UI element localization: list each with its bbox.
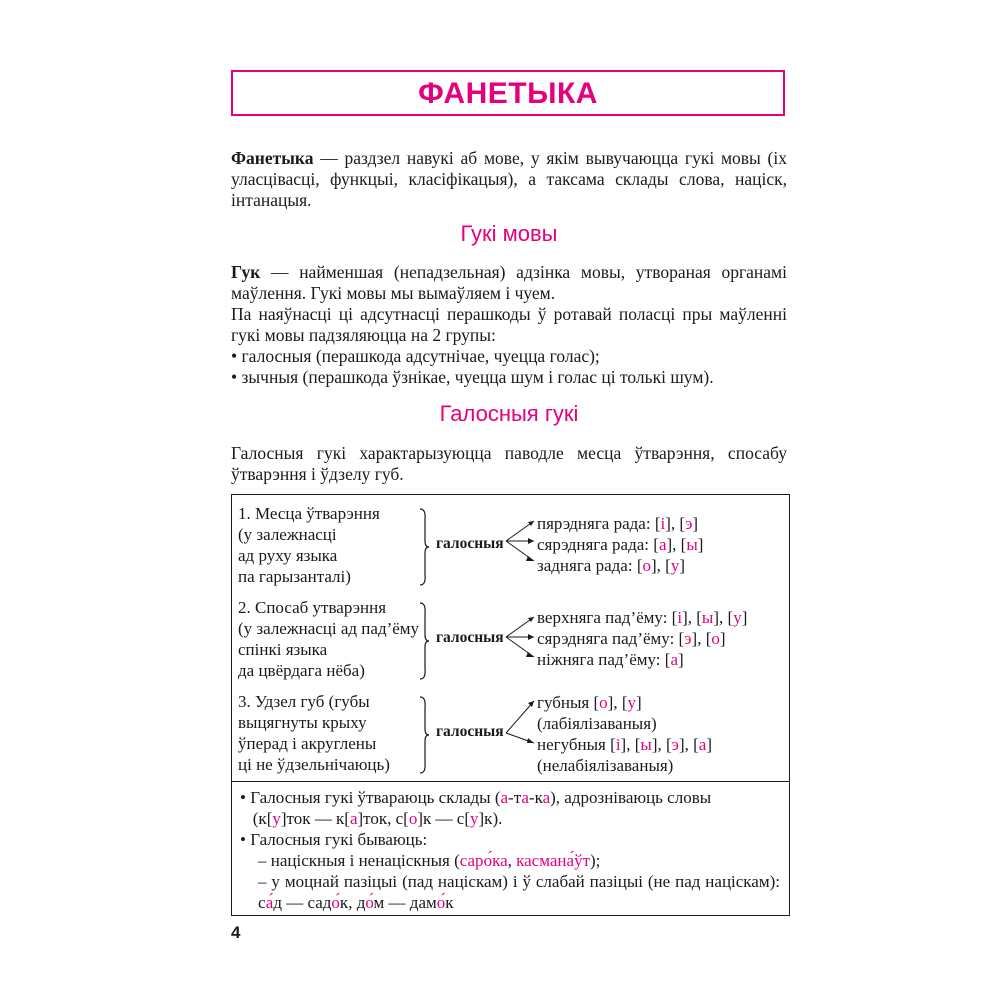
page-title: ФАНЕТЫКА [418, 77, 598, 110]
sound-definition: — найменшая (непадзельная) адзінка мовы, утвораная органамі маўлення. Гукі мовы мы вымаўляем і чуем. [231, 262, 787, 303]
row1-item-front: пярэдняга рада: [і], [э] [537, 514, 699, 533]
sound-term: Гук [231, 262, 261, 282]
note-stressed: – націскныя і ненаціскныя (саро́ка, касмана́ўт); [258, 851, 601, 870]
bullet-vowels: • галосныя (перашкода адсутнічае, чуецца голас); [231, 346, 600, 366]
row3-item-unrounded-note: (нелабіялізаваныя) [537, 756, 674, 775]
row3-item-rounded-note: (лабіялізаваныя) [537, 714, 657, 733]
intro-paragraph [231, 148, 787, 211]
row3-arrows-icon [504, 697, 538, 755]
table-notes [240, 787, 780, 913]
row1-item-back: задняга рада: [о], [у] [537, 556, 685, 575]
note-types: • Галосныя гукі бываюць: [240, 830, 428, 849]
section1-body [231, 262, 787, 388]
note-syllables: • Галосныя гукі ўтвараюць склады (а-та-ка), адрозніваюць словы (к[у]ток — к[а]ток, с[о]к — с[у]к). [240, 788, 712, 828]
row1-label: 1. Месца ўтварэння (у залежнасці ад руху языка па гарызанталі) [238, 504, 380, 586]
row2-label: 2. Спосаб утварэння (у залежнасці ад пад’ёму спінкі языка да цвёрдага нёба) [238, 598, 420, 680]
row2-item-low: ніжняга пад’ёму: [а] [537, 650, 684, 669]
intro-term: Фанетыка [231, 148, 314, 168]
row3-item-unrounded: негубныя [і], [ы], [э], [а] [537, 735, 713, 754]
vowel-classification-table [231, 494, 790, 916]
section2-heading: Галосныя гукі [439, 401, 579, 426]
row2-item-mid: сярэдняга пад’ёму: [э], [о] [537, 629, 726, 648]
row3-center-word: галосныя [436, 723, 504, 740]
row2-items [537, 607, 747, 670]
row2-arrows-icon [504, 613, 538, 661]
row1-items [537, 513, 703, 576]
table-divider [232, 781, 789, 782]
section1-heading: Гукі мовы [460, 221, 558, 246]
row2-center-word: галосныя [436, 629, 504, 646]
row1-item-central: сярэдняга рада: [а], [ы] [537, 535, 704, 554]
row1-center-word: галосныя [436, 535, 504, 552]
row3-label: 3. Удзел губ (губы выцягнуты крыху ўперад і акруглены ці не ўдзельнічаюць) [238, 692, 390, 774]
row2-brace-icon [418, 601, 430, 681]
note-position: – у моцнай пазіцыі (пад націскам) і ў слабай пазіцыі (не пад націскам): са́д — садо́к, до́м — дамо́к [258, 872, 780, 912]
row3-items [537, 692, 712, 776]
row3-brace-icon [418, 695, 430, 775]
row1-brace-icon [418, 507, 430, 587]
row2-item-high: верхняга пад’ёму: [і], [ы], [у] [537, 608, 748, 627]
row3-item-rounded: губныя [о], [у] [537, 693, 642, 712]
groups-paragraph: Па наяўнасці ці адсутнасці перашкоды ў ротавай поласці пры маўленні гукі мовы падзяляюцца на 2 групы: [231, 304, 787, 345]
row1-arrows-icon [504, 517, 538, 565]
title-box [231, 70, 785, 116]
bullet-consonants: • зычныя (перашкода ўзнікае, чуецца шум і голас ці толькі шум). [231, 367, 714, 387]
section2-intro: Галосныя гукі характарызуюцца паводле месца ўтварэння, спосабу ўтварэння і ўдзелу губ. [231, 443, 787, 484]
intro-text: — раздзел навукі аб мове, у якім вывучаюцца гукі мовы (іх уласцівасці, функцыі, класіфікацыя), а таксама склады слова, націск, інтанацыя. [231, 148, 787, 210]
page-number: 4 [231, 923, 241, 942]
